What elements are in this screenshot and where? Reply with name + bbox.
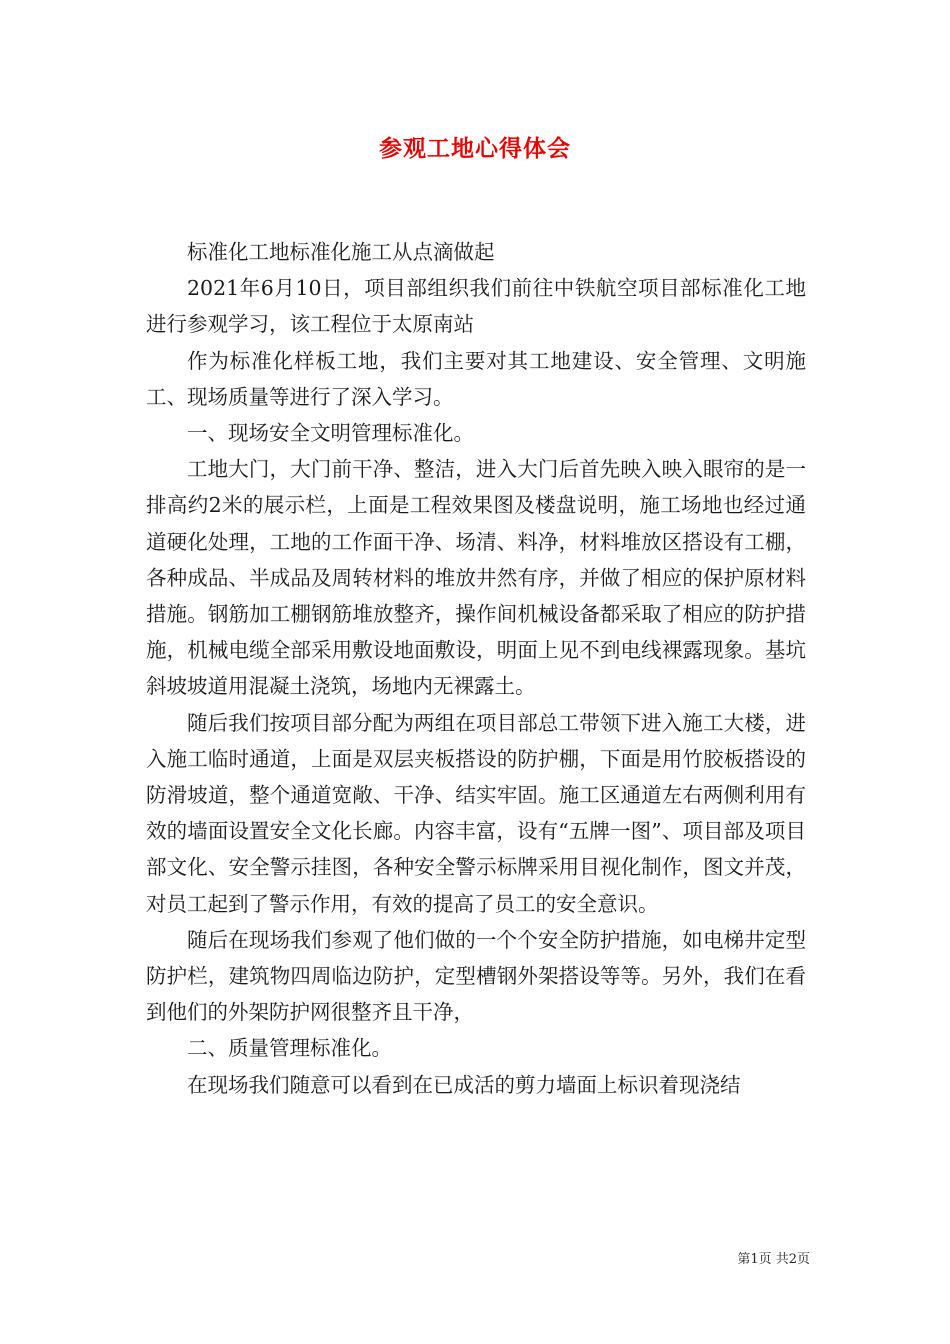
document-title: 参观工地心得体会	[379, 136, 571, 162]
page-number: 第1页 共2页	[737, 1252, 810, 1267]
paragraph: 2021年6月10日，项目部组织我们前往中铁航空项目部标准化工地进行参观学习，该工程位于太原南站	[146, 276, 806, 337]
document-body	[146, 234, 806, 1103]
paragraph: 随后在现场我们参观了他们做的一个个安全防护措施，如电梯井定型防护栏，建筑物四周临边防护，定型槽钢外架搭设等等。另外，我们在看到他们的外架防护网很整齐且干净，	[146, 927, 806, 1025]
paragraph: 在现场我们随意可以看到在已成活的剪力墙面上标识着现浇结	[187, 1072, 741, 1097]
paragraph: 工地大门，大门前干净、整洁，进入大门后首先映入映入眼帘的是一排高约2米的展示栏，上面是工程效果图及楼盘说明，施工场地也经过通道硬化处理，工地的工作面干净、场清、料净，材料堆放区搭设有工棚，各种成品、半成品及周转材料的堆放井然有序，并做了相应的保护原材料措施。钢筋加工棚钢筋堆放整齐，操作间机械设备都采取了相应的防护措施，机械电缆全部采用敷设地面敷设，明面上见不到电线裸露现象。基坑斜坡坡道用混凝土浇筑，场地内无裸露土。	[146, 457, 806, 699]
paragraph-subtitle: 标准化工地标准化施工从点滴做起	[187, 240, 495, 264]
paragraph: 随后我们按项目部分配为两组在项目部总工带领下进入施工大楼，进入施工临时通道，上面是双层夹板搭设的防护棚，下面是用竹胶板搭设的防滑坡道，整个通道宽敞、干净、结实牢固。施工区通道左右两侧利用有效的墙面设置安全文化长廊。内容丰富，设有“五牌一图”、项目部及项目部文化、安全警示挂图，各种安全警示标牌采用目视化制作，图文并茂，对员工起到了警示作用，有效的提高了员工的安全意识。	[146, 710, 806, 916]
paragraph: 作为标准化样板工地，我们主要对其工地建设、安全管理、文明施工、现场质量等进行了深入学习。	[146, 348, 806, 409]
section-heading: 二、质量管理标准化。	[187, 1036, 392, 1061]
section-heading: 一、现场安全文明管理标准化。	[187, 421, 474, 446]
